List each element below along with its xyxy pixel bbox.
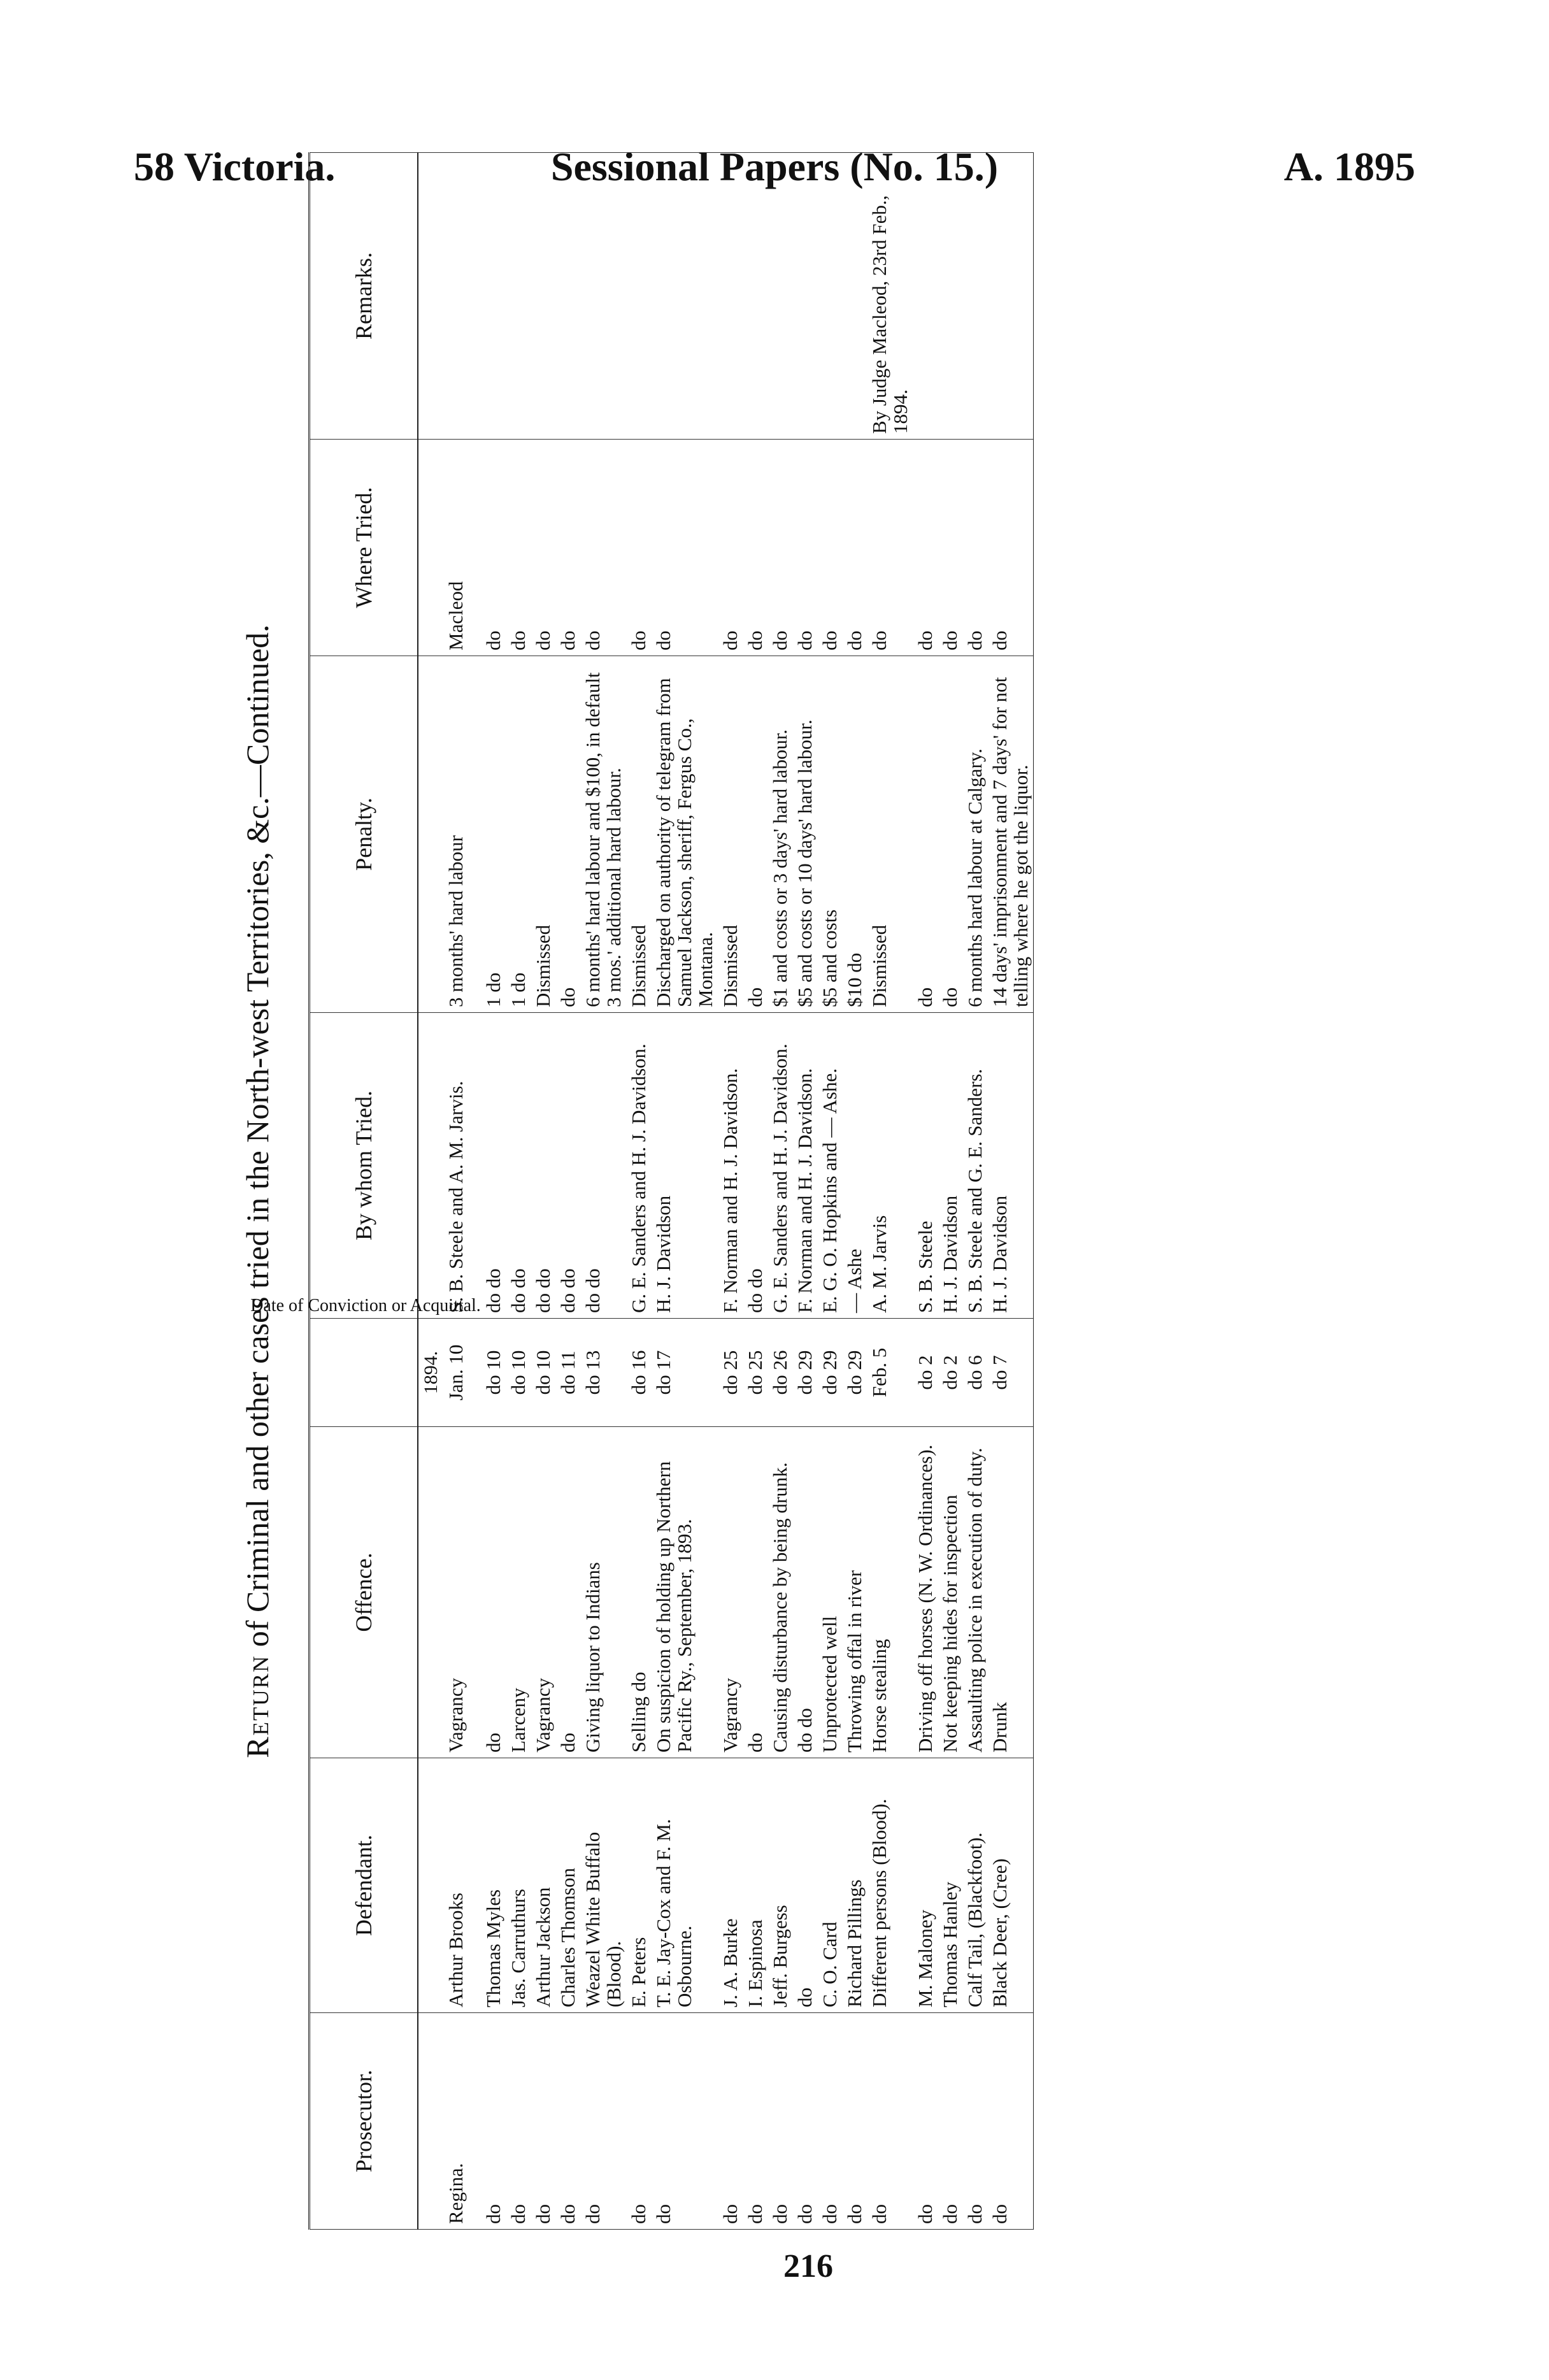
spacer-cell — [468, 1427, 481, 1758]
spacer-cell — [468, 656, 481, 1013]
cell-remarks — [481, 153, 506, 440]
cell-by-whom: do do — [506, 1013, 531, 1319]
table-title-rest: of Criminal and other cases tried in the North-west Territories, &c.—Continued. — [239, 624, 275, 1647]
table-row — [481, 153, 506, 2230]
cell-defendant: Arthur Jackson — [531, 1758, 555, 2013]
cell-where: do — [531, 440, 555, 656]
cell-remarks — [962, 153, 987, 440]
cell-prosecutor: do — [626, 2013, 651, 2230]
cell-offence: Giving liquor to Indians — [580, 1427, 626, 1758]
cell-penalty: 1 do — [506, 656, 531, 1013]
cell-offence: Selling do — [626, 1427, 651, 1758]
cell-penalty: Dismissed — [626, 656, 651, 1013]
cell-offence: do — [555, 1427, 580, 1758]
cell-offence: Larceny — [506, 1427, 531, 1758]
cell-penalty: $5 and costs or 10 days' hard labour. — [792, 656, 817, 1013]
spacer-row — [468, 153, 481, 2230]
cell-defendant: Jas. Carruthurs — [506, 1758, 531, 2013]
page-number: 216 — [783, 2248, 833, 2284]
cell-by-whom: do do — [481, 1013, 506, 1319]
cell-remarks — [626, 153, 651, 440]
cell-defendant: J. A. Burke — [718, 1758, 743, 2013]
table-title — [219, 153, 296, 2230]
cell-defendant: Arthur Brooks — [443, 1758, 468, 2013]
cell-offence: Vagrancy — [531, 1427, 555, 1758]
cell-prosecutor: do — [555, 2013, 580, 2230]
header-left: 58 Victoria. — [134, 144, 336, 189]
cell-remarks — [531, 153, 555, 440]
cell-by-whom: F. Norman and H. J. Davidson. — [792, 1013, 817, 1319]
col-defendant: Defendant. — [310, 1758, 418, 2013]
cell-defendant: Jeff. Burgess — [767, 1758, 792, 2013]
cell-where: do — [555, 440, 580, 656]
cell-penalty: do — [913, 656, 938, 1013]
cell-by-whom: E. G. O. Hopkins and — Ashe. — [817, 1013, 842, 1319]
cell-remarks — [938, 153, 962, 440]
cell-remarks — [842, 153, 867, 440]
year-cell-empty — [418, 1013, 443, 1319]
cell-prosecutor: do — [531, 2013, 555, 2230]
cell-prosecutor: do — [506, 2013, 531, 2230]
col-penalty: Penalty. — [310, 656, 418, 1013]
table-row — [962, 153, 987, 2230]
cell-date: do 6 — [962, 1319, 987, 1427]
year-row — [418, 153, 443, 2230]
cell-defendant: Thomas Myles — [481, 1758, 506, 2013]
col-date-label: Date of Conviction or Acquittal. — [250, 1296, 481, 1316]
cell-defendant: Thomas Hanley — [938, 1758, 962, 2013]
cell-prosecutor: do — [867, 2013, 913, 2230]
table-row — [580, 153, 626, 2230]
cell-date: do 17 — [651, 1319, 718, 1427]
cell-offence: Drunk — [987, 1427, 1034, 1758]
cell-offence: Assaulting police in execution of duty. — [962, 1427, 987, 1758]
cell-date: do 11 — [555, 1319, 580, 1427]
table-row — [626, 153, 651, 2230]
cell-penalty: Dismissed — [718, 656, 743, 1013]
cell-defendant: C. O. Card — [817, 1758, 842, 2013]
cell-prosecutor: Regina. — [443, 2013, 468, 2230]
cell-offence: Driving off horses (N. W. Ordinances). — [913, 1427, 938, 1758]
cell-penalty: 14 days' imprisonment and 7 days' for not telling where he got the liquor. — [987, 656, 1034, 1013]
cell-date: do 25 — [718, 1319, 743, 1427]
year-cell-empty — [418, 153, 443, 440]
cell-where: do — [718, 440, 743, 656]
table-body — [418, 153, 1034, 2230]
cell-by-whom: G. E. Sanders and H. J. Davidson. — [626, 1013, 651, 1319]
year-cell-empty — [418, 656, 443, 1013]
header-right: A. 1895 — [1283, 144, 1415, 189]
cell-date: do 2 — [913, 1319, 938, 1427]
cell-where: do — [962, 440, 987, 656]
cell-by-whom: S. B. Steele and G. E. Sanders. — [962, 1013, 987, 1319]
table-row — [531, 153, 555, 2230]
cell-date: do 26 — [767, 1319, 792, 1427]
cell-prosecutor: do — [580, 2013, 626, 2230]
cell-by-whom: H. J. Davidson — [651, 1013, 718, 1319]
cell-remarks — [443, 153, 468, 440]
cell-defendant: Different persons (Blood). — [867, 1758, 913, 2013]
cell-where: Macleod — [443, 440, 468, 656]
cell-penalty: $5 and costs — [817, 656, 842, 1013]
table-header-row — [310, 153, 418, 2230]
cell-by-whom: do do — [531, 1013, 555, 1319]
year-cell-empty — [418, 1427, 443, 1758]
cell-offence: Vagrancy — [443, 1427, 468, 1758]
table-row — [555, 153, 580, 2230]
cell-penalty: 6 months hard labour at Calgary. — [962, 656, 987, 1013]
table-row — [817, 153, 842, 2230]
table-row — [938, 153, 962, 2230]
cell-offence: do do — [792, 1427, 817, 1758]
cell-remarks — [913, 153, 938, 440]
cell-remarks — [817, 153, 842, 440]
col-where: Where Tried. — [310, 440, 418, 656]
cell-offence: Not keeping hides for inspection — [938, 1427, 962, 1758]
cell-date: do 10 — [506, 1319, 531, 1427]
cell-prosecutor: do — [842, 2013, 867, 2230]
spacer-cell — [468, 1758, 481, 2013]
cell-remarks — [580, 153, 626, 440]
cell-by-whom: do do — [580, 1013, 626, 1319]
cell-prosecutor: do — [718, 2013, 743, 2230]
cell-by-whom: A. M. Jarvis — [867, 1013, 913, 1319]
cell-remarks — [555, 153, 580, 440]
cell-by-whom: S. B. Steele — [913, 1013, 938, 1319]
cell-where: do — [743, 440, 767, 656]
cell-date: do 29 — [817, 1319, 842, 1427]
cell-penalty: 1 do — [481, 656, 506, 1013]
cell-where: do — [580, 440, 626, 656]
table-title-return: Return — [239, 1654, 275, 1758]
cell-defendant: Weazel White Buffalo (Blood). — [580, 1758, 626, 2013]
cell-where: do — [481, 440, 506, 656]
cell-offence: On suspicion of holding up Northern Pacific Ry., September, 1893. — [651, 1427, 718, 1758]
cell-prosecutor: do — [913, 2013, 938, 2230]
cell-prosecutor: do — [938, 2013, 962, 2230]
cell-prosecutor: do — [962, 2013, 987, 2230]
cell-remarks — [718, 153, 743, 440]
spacer-cell — [468, 1319, 481, 1427]
cell-by-whom: F. Norman and H. J. Davidson. — [718, 1013, 743, 1319]
col-prosecutor: Prosecutor. — [310, 2013, 418, 2230]
cell-offence: Throwing offal in river — [842, 1427, 867, 1758]
col-by-whom: By whom Tried. — [310, 1013, 418, 1319]
cell-defendant: Charles Thomson — [555, 1758, 580, 2013]
cell-remarks — [792, 153, 817, 440]
cell-by-whom: H. J. Davidson — [938, 1013, 962, 1319]
col-remarks: Remarks. — [310, 153, 418, 440]
cell-defendant: do — [792, 1758, 817, 2013]
rotated-table-block — [219, 153, 1442, 2230]
year-cell-empty — [418, 440, 443, 656]
cell-remarks — [506, 153, 531, 440]
cell-penalty: do — [938, 656, 962, 1013]
table-row — [913, 153, 938, 2230]
cell-prosecutor: do — [767, 2013, 792, 2230]
cell-date: Feb. 5 — [867, 1319, 913, 1427]
cell-where: do — [817, 440, 842, 656]
cell-date: do 7 — [987, 1319, 1034, 1427]
cell-penalty: 6 months' hard labour and $100, in default 3 mos.' additional hard labour. — [580, 656, 626, 1013]
cell-prosecutor: do — [743, 2013, 767, 2230]
cell-date: Jan. 10 — [443, 1319, 468, 1427]
cell-penalty: Discharged on authority of telegram from Samuel Jackson, sheriff, Fergus Co., Montana. — [651, 656, 718, 1013]
table-row — [743, 153, 767, 2230]
cell-where: do — [842, 440, 867, 656]
cell-offence: Horse stealing — [867, 1427, 913, 1758]
cell-by-whom: do do — [743, 1013, 767, 1319]
cell-where: do — [767, 440, 792, 656]
cell-date: do 16 — [626, 1319, 651, 1427]
cell-date: do 10 — [481, 1319, 506, 1427]
table-row — [792, 153, 817, 2230]
cell-offence: Vagrancy — [718, 1427, 743, 1758]
cell-penalty: do — [555, 656, 580, 1013]
cell-penalty: Dismissed — [531, 656, 555, 1013]
cell-defendant: E. Peters — [626, 1758, 651, 2013]
cell-penalty: 3 months' hard labour — [443, 656, 468, 1013]
cell-where: do — [506, 440, 531, 656]
cell-where: do — [987, 440, 1034, 656]
cell-by-whom: — Ashe — [842, 1013, 867, 1319]
cell-offence: Unprotected well — [817, 1427, 842, 1758]
cell-remarks — [767, 153, 792, 440]
cell-defendant: Richard Pillings — [842, 1758, 867, 2013]
cell-prosecutor: do — [651, 2013, 718, 2230]
cell-by-whom: H. J. Davidson — [987, 1013, 1034, 1319]
cell-defendant: T. E. Jay-Cox and F. M. Osbourne. — [651, 1758, 718, 2013]
cell-prosecutor: do — [792, 2013, 817, 2230]
spacer-cell — [468, 2013, 481, 2230]
table-row — [506, 153, 531, 2230]
spacer-cell — [468, 153, 481, 440]
cell-remarks — [987, 153, 1034, 440]
table-row — [651, 153, 718, 2230]
cell-offence: do — [481, 1427, 506, 1758]
cell-date: do 10 — [531, 1319, 555, 1427]
cell-offence: Causing disturbance by being drunk. — [767, 1427, 792, 1758]
cell-where: do — [651, 440, 718, 656]
cell-defendant: M. Maloney — [913, 1758, 938, 2013]
col-offence: Offence. — [310, 1427, 418, 1758]
cell-where: do — [792, 440, 817, 656]
cell-by-whom: do do — [555, 1013, 580, 1319]
cell-prosecutor: do — [987, 2013, 1034, 2230]
cell-defendant: I. Espinosa — [743, 1758, 767, 2013]
cell-defendant: Black Deer, (Cree) — [987, 1758, 1034, 2013]
cell-defendant: Calf Tail, (Blackfoot). — [962, 1758, 987, 2013]
cell-remarks — [743, 153, 767, 440]
cell-date: do 29 — [842, 1319, 867, 1427]
header-center: Sessional Papers (No. 15.) — [550, 144, 999, 189]
cell-date: do 2 — [938, 1319, 962, 1427]
spacer-cell — [468, 440, 481, 656]
table-row — [767, 153, 792, 2230]
cell-date: do 25 — [743, 1319, 767, 1427]
cell-remarks: By Judge Macleod, 23rd Feb., 1894. — [867, 153, 913, 440]
year-cell: 1894. — [418, 1319, 443, 1427]
cell-penalty: $1 and costs or 3 days' hard labour. — [767, 656, 792, 1013]
cell-remarks — [651, 153, 718, 440]
cell-date: do 29 — [792, 1319, 817, 1427]
cell-by-whom: S. B. Steele and A. M. Jarvis. — [443, 1013, 468, 1319]
cell-penalty: do — [743, 656, 767, 1013]
table-row — [867, 153, 913, 2230]
table-row — [987, 153, 1034, 2230]
cell-where: do — [626, 440, 651, 656]
year-cell-empty — [418, 2013, 443, 2230]
table-row — [718, 153, 743, 2230]
cell-date: do 13 — [580, 1319, 626, 1427]
cell-prosecutor: do — [817, 2013, 842, 2230]
cell-by-whom: G. E. Sanders and H. J. Davidson. — [767, 1013, 792, 1319]
cell-where: do — [938, 440, 962, 656]
cell-offence: do — [743, 1427, 767, 1758]
cell-where: do — [913, 440, 938, 656]
cell-where: do — [867, 440, 913, 656]
cell-penalty: $10 do — [842, 656, 867, 1013]
cell-penalty: Dismissed — [867, 656, 913, 1013]
table-row — [842, 153, 867, 2230]
cell-prosecutor: do — [481, 2013, 506, 2230]
spacer-cell — [468, 1013, 481, 1319]
year-cell-empty — [418, 1758, 443, 2013]
table-row — [443, 153, 468, 2230]
